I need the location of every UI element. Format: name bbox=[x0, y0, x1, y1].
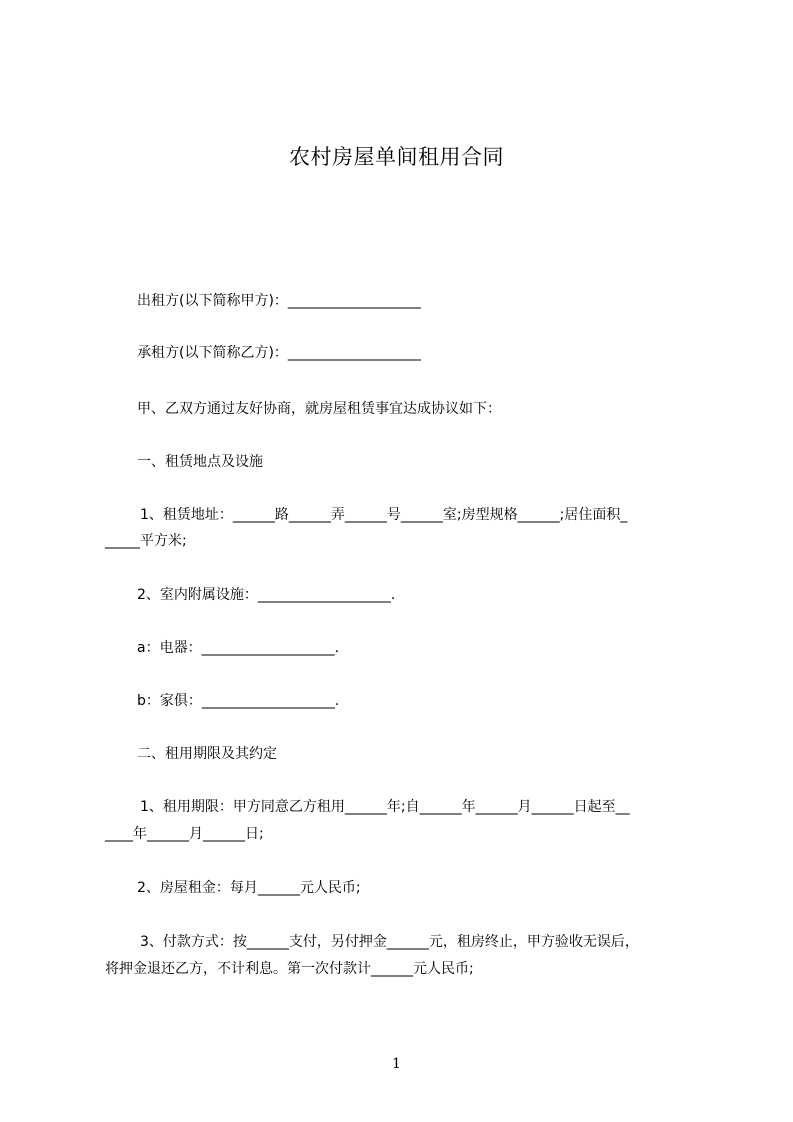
document-title: 农村房屋单间租用合同 bbox=[289, 145, 504, 169]
page-number: 1 bbox=[392, 1056, 401, 1072]
clause-furniture: b：家俱：___________________. bbox=[137, 693, 340, 709]
clause-address: 1、租赁地址：______路______弄______号______室;房型规格______;居住面积_ bbox=[140, 507, 628, 523]
clause-payment: 3、付款方式：按______支付，另付押金______元，租房终止，甲方验收无误后， bbox=[140, 934, 639, 950]
clause-term: 1、租用期限：甲方同意乙方租用______年;自______年______月______日起至__ bbox=[140, 799, 630, 815]
clause-term-continued: ____年______月______日; bbox=[105, 826, 264, 842]
section-heading-2: 二、租用期限及其约定 bbox=[137, 746, 277, 762]
section-heading-1: 一、租赁地点及设施 bbox=[137, 454, 263, 470]
lessor-line: 出租方(以下简称甲方)：___________________ bbox=[137, 293, 421, 309]
clause-appliances: a：电器：___________________. bbox=[137, 640, 340, 656]
lessee-line: 承租方(以下简称乙方)：___________________ bbox=[137, 345, 421, 361]
clause-facilities: 2、室内附属设施：___________________. bbox=[137, 587, 396, 603]
agreement-intro: 甲、乙双方通过友好协商，就房屋租赁事宜达成协议如下： bbox=[137, 401, 501, 417]
clause-rent: 2、房屋租金：每月______元人民币; bbox=[137, 880, 361, 896]
clause-address-continued: _____平方米; bbox=[105, 533, 187, 549]
clause-payment-continued: 将押金退还乙方，不计利息。第一次付款计______元人民币; bbox=[105, 961, 474, 977]
